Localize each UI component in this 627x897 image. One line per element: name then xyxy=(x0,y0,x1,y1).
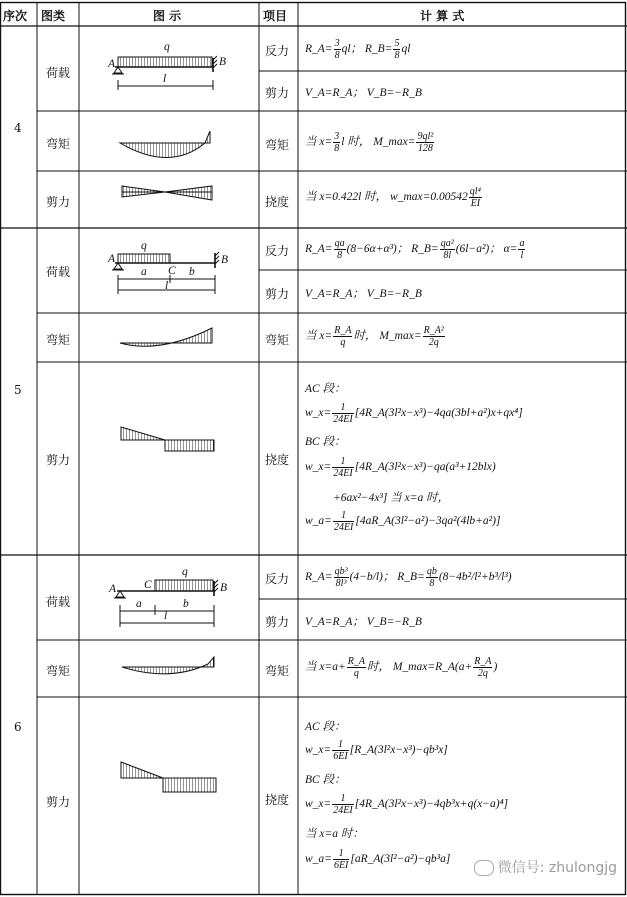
label-q-4: q xyxy=(164,41,170,53)
type-shear-5: 剪力 xyxy=(46,453,71,467)
type-shear-6: 剪力 xyxy=(46,795,71,809)
type-shear-4: 剪力 xyxy=(46,195,71,209)
label-aseg-5: a xyxy=(141,266,147,278)
type-load-5: 荷载 xyxy=(46,265,71,279)
item-deflection-4: 挠度 xyxy=(265,195,290,209)
label-a-4: A xyxy=(108,58,116,70)
moment-diagram-5 xyxy=(120,328,212,346)
item-reaction-6: 反力 xyxy=(265,572,290,586)
header-figure: 图 示 xyxy=(153,9,182,23)
formula-reaction-4: R_A= $\frac{3}{8}$ ql； R_B= $\frac{5}{8}$ ql xyxy=(305,38,411,61)
formula-line3-6: 当 x=a 时： xyxy=(305,828,364,840)
row-number-6: 6 xyxy=(14,720,22,734)
formula-line1-6: w_x= $\frac{1}{6EI}$ [R_A(3l²x−x³)−qb³x] xyxy=(305,739,448,762)
watermark-text: 微信号: zhulongjg xyxy=(497,860,617,876)
watermark xyxy=(474,857,617,877)
label-aseg-6: a xyxy=(136,598,142,610)
wechat-icon xyxy=(474,860,494,876)
row-number-5: 5 xyxy=(14,383,22,397)
label-bseg-6: b xyxy=(183,598,189,610)
formula-moment-6: 当 x=a+ $\frac{R\_A}{q}$ 时， M_max=R_A(a+ $\frac{R\_A}{2q}$ ) xyxy=(305,656,498,679)
formula-reaction-6: R_A= $\frac{\text{qb³}}{\text{8l³}}$ (4−b/l)； R_B= $\frac{qb}{8}$ (8−4b²/l²+b³/l³) xyxy=(305,566,512,589)
formula-ac-5: AC 段： xyxy=(305,383,346,395)
label-q-5: q xyxy=(141,240,147,252)
label-q-6: q xyxy=(182,566,188,578)
header-formula: 计 算 式 xyxy=(420,9,465,23)
moment-diagram-4 xyxy=(120,131,210,158)
label-c-5: C xyxy=(168,265,176,277)
formula-line4-5: w_a= $\frac{1}{24EI}$ [4aR_A(3l²−a²)−3qa²(4lb+a²)] xyxy=(305,510,501,533)
header-item: 项目 xyxy=(263,9,288,23)
formula-bc-6: BC 段： xyxy=(305,774,346,786)
item-shear-5: 剪力 xyxy=(265,287,290,301)
label-a-6: A xyxy=(109,583,117,595)
formula-deflection-4: 当 x=0.422l 时， w_max=0.00542 $\frac{\text{ql⁴}}{EI}$ xyxy=(305,186,482,209)
item-reaction-5: 反力 xyxy=(265,244,290,258)
formula-bc-5: BC 段： xyxy=(305,436,346,448)
type-moment-4: 弯矩 xyxy=(46,137,71,151)
header-no: 序次 xyxy=(3,9,28,23)
label-bseg-5: b xyxy=(189,266,195,278)
item-moment-4: 弯矩 xyxy=(265,138,290,152)
shear-diagram-6 xyxy=(121,762,216,792)
item-moment-6: 弯矩 xyxy=(265,664,290,678)
formula-shear-6: V_A=R_A； V_B=−R_B xyxy=(305,616,422,628)
type-moment-6: 弯矩 xyxy=(46,664,71,678)
label-b-4: B xyxy=(219,56,227,68)
label-b-5: B xyxy=(221,254,229,266)
item-reaction-4: 反力 xyxy=(265,44,290,58)
row-number-4: 4 xyxy=(14,121,22,135)
item-deflection-5: 挠度 xyxy=(265,453,290,467)
item-shear-4: 剪力 xyxy=(265,86,290,100)
label-c-6: C xyxy=(144,579,152,591)
formula-line1-5: w_x= $\frac{1}{24EI}$ [4R_A(3l²x−x³)−4qa(3bl+a²)x+qx⁴] xyxy=(305,402,523,425)
header-type: 图类 xyxy=(41,9,66,23)
item-shear-6: 剪力 xyxy=(265,615,290,629)
label-l-6: l xyxy=(164,610,168,622)
label-l-5: l xyxy=(165,280,169,292)
label-a-5: A xyxy=(108,253,116,265)
label-b-6: B xyxy=(220,582,228,594)
formula-line4-6: w_a= $\frac{1}{6EI}$ [aR_A(3l²−a²)−qb³a] xyxy=(305,848,451,871)
formula-ac-6: AC 段： xyxy=(305,721,346,733)
formula-shear-4: V_A=R_A； V_B=−R_B xyxy=(305,87,422,99)
formula-line3-5: +6ax²−4x³] 当 x=a 时， xyxy=(333,492,450,504)
item-moment-5: 弯矩 xyxy=(265,333,290,347)
type-load-4: 荷载 xyxy=(46,66,71,80)
formula-line2-5: w_x= $\frac{1}{24EI}$ [4R_A(3l²x−x³)−qa(a³+12blx) xyxy=(305,456,496,479)
moment-diagram-6 xyxy=(122,657,214,674)
type-moment-5: 弯矩 xyxy=(46,333,71,347)
formula-reaction-5: R_A= $\frac{qa}{8}$ (8−6α+α³)； R_B= $\frac{\text{qa²}}{8l}$ (6l−a²)； α= $\frac{a}{l}$ xyxy=(305,238,525,261)
formula-line2-6: w_x= $\frac{1}{24EI}$ [4R_A(3l²x−x³)−4qb³x+q(x−a)⁴] xyxy=(305,793,509,816)
formula-moment-4: 当 x= $\frac{3}{8}$ l 时， M_max= $\frac{\text{9ql²}}{128}$ xyxy=(305,131,434,154)
shear-diagram-4 xyxy=(122,186,212,200)
item-deflection-6: 挠度 xyxy=(265,793,290,807)
type-load-6: 荷载 xyxy=(46,595,71,609)
label-l-4: l xyxy=(163,73,167,85)
shear-diagram-5 xyxy=(121,427,214,451)
formula-shear-5: V_A=R_A； V_B=−R_B xyxy=(305,288,422,300)
formula-moment-5: 当 x= $\frac{R\_A}{q}$ 时， M_max= $\frac{\text{R\_A²}}{2q}$ xyxy=(305,325,444,348)
